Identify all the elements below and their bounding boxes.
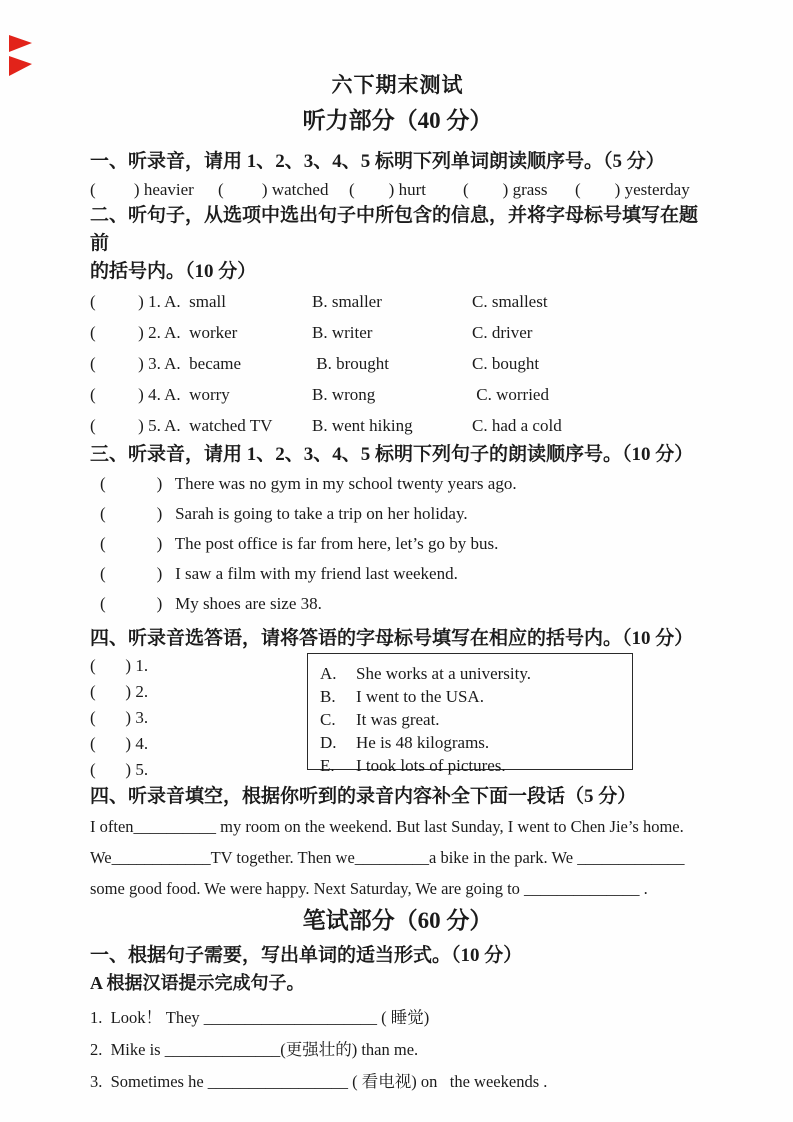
option-text: I went to the USA. bbox=[356, 687, 484, 706]
option-text: He is 48 kilograms. bbox=[356, 733, 490, 752]
choice-a: ( ) 5. A. watched TV bbox=[90, 416, 273, 435]
answer-options-box bbox=[307, 653, 633, 775]
listening-section1-heading: 一、听录音，请用 1、2、3、4、5 标明下列单词朗读顺序号。（5 分） bbox=[90, 151, 665, 172]
choice-a: ( ) 4. A. worry bbox=[90, 385, 230, 404]
sentence-row: ( ) My shoes are size 38. bbox=[100, 594, 322, 613]
written-part-header: 笔试部分（60 分） bbox=[302, 908, 493, 933]
word-slot: ( ) yesterday bbox=[575, 180, 690, 199]
choice-row bbox=[90, 410, 705, 441]
answer-option bbox=[320, 754, 632, 777]
listening-section2-heading-line2: 的括号内。（10 分） bbox=[90, 261, 257, 282]
fill-paragraph-line: I often__________ my room on the weekend. But last Sunday, I went to Chen Jie’s home. bbox=[90, 817, 684, 836]
choice-a: ( ) 2. A. worker bbox=[90, 323, 238, 342]
option-letter: A. bbox=[320, 664, 337, 683]
choice-row bbox=[90, 317, 705, 348]
answer-blank-row: ( ) 4. bbox=[90, 734, 149, 753]
option-text: I took lots of pictures. bbox=[356, 756, 506, 775]
listening-section3-heading: 三、听录音，请用 1、2、3、4、5 标明下列句子的朗读顺序号。（10 分） bbox=[90, 444, 694, 465]
listening-section5-heading: 四、听录音填空，根据你听到的录音内容补全下面一段话（5 分） bbox=[90, 786, 637, 807]
sentence-row: ( ) There was no gym in my school twenty years ago. bbox=[100, 474, 517, 493]
listening-section2-heading-line1: 二、听句子，从选项中选出句子中所包含的信息，并将字母标号填写在题前 bbox=[90, 205, 699, 254]
sentence-row: ( ) The post office is far from here, let’s go by bus. bbox=[100, 534, 499, 553]
choice-b: B. went hiking bbox=[312, 416, 413, 435]
choice-row bbox=[90, 348, 705, 379]
written-section1-heading: 一、根据句子需要，写出单词的适当形式。（10 分） bbox=[90, 945, 523, 966]
word-slot: ( ) heavier bbox=[90, 180, 194, 199]
choice-b: B. writer bbox=[312, 323, 373, 342]
answer-option bbox=[320, 662, 632, 685]
choice-row bbox=[90, 379, 705, 410]
answer-option bbox=[320, 685, 632, 708]
answer-blank-row: ( ) 1. bbox=[90, 656, 149, 675]
option-letter: E. bbox=[320, 756, 335, 775]
answer-blank-row: ( ) 5. bbox=[90, 760, 149, 779]
listening-section4-heading: 四、听录音选答语，请将答语的字母标号填写在相应的括号内。（10 分） bbox=[90, 628, 694, 649]
word-slot: ( ) grass bbox=[463, 180, 548, 199]
answer-blank-row: ( ) 3. bbox=[90, 708, 149, 727]
choice-c: C. bought bbox=[472, 354, 540, 373]
choice-b: B. wrong bbox=[312, 385, 376, 404]
answer-option bbox=[320, 708, 632, 731]
word-slot: ( ) watched bbox=[218, 180, 329, 199]
choice-c: C. smallest bbox=[472, 292, 548, 311]
option-text: She works at a university. bbox=[356, 664, 532, 683]
fill-paragraph-line: some good food. We were happy. Next Saturday, We are going to ______________ . bbox=[90, 879, 648, 898]
sentence-row: ( ) I saw a film with my friend last weekend. bbox=[100, 564, 458, 583]
choice-c: C. driver bbox=[472, 323, 533, 342]
written-item: 3. Sometimes he _________________ ( 看电视) on the weekends . bbox=[90, 1072, 548, 1091]
written-item: 1. Look！ They _____________________ ( 睡觉) bbox=[90, 1008, 430, 1027]
choice-c: C. worried bbox=[472, 385, 549, 404]
choice-a: ( ) 3. A. became bbox=[90, 354, 242, 373]
choice-a: ( ) 1. A. small bbox=[90, 292, 226, 311]
word-slot: ( ) hurt bbox=[349, 180, 426, 199]
option-text: It was great. bbox=[356, 710, 440, 729]
written-section1-subheading: A 根据汉语提示完成句子。 bbox=[90, 973, 305, 993]
sentence-row: ( ) Sarah is going to take a trip on her holiday. bbox=[100, 504, 468, 523]
listening-section1-word-row bbox=[90, 178, 705, 202]
written-item: 2. Mike is ______________(更强壮的) than me. bbox=[90, 1040, 419, 1059]
answer-option bbox=[320, 731, 632, 754]
listening-section4-body bbox=[90, 653, 705, 783]
written-items bbox=[90, 1002, 705, 1098]
fill-paragraph-line: We____________TV together. Then we_________a bike in the park. We _____________ bbox=[90, 848, 685, 867]
option-letter: D. bbox=[320, 733, 337, 752]
option-letter: B. bbox=[320, 687, 336, 706]
listening-part-header: 听力部分（40 分） bbox=[302, 108, 493, 133]
choice-c: C. had a cold bbox=[472, 416, 562, 435]
choice-row bbox=[90, 286, 705, 317]
choice-b: B. smaller bbox=[312, 292, 382, 311]
exam-title: 六下期末测试 bbox=[331, 73, 464, 97]
option-letter: C. bbox=[320, 710, 336, 729]
choice-b: B. brought bbox=[312, 354, 389, 373]
answer-blank-row: ( ) 2. bbox=[90, 682, 149, 701]
red-corner-logo-icon bbox=[8, 34, 34, 80]
